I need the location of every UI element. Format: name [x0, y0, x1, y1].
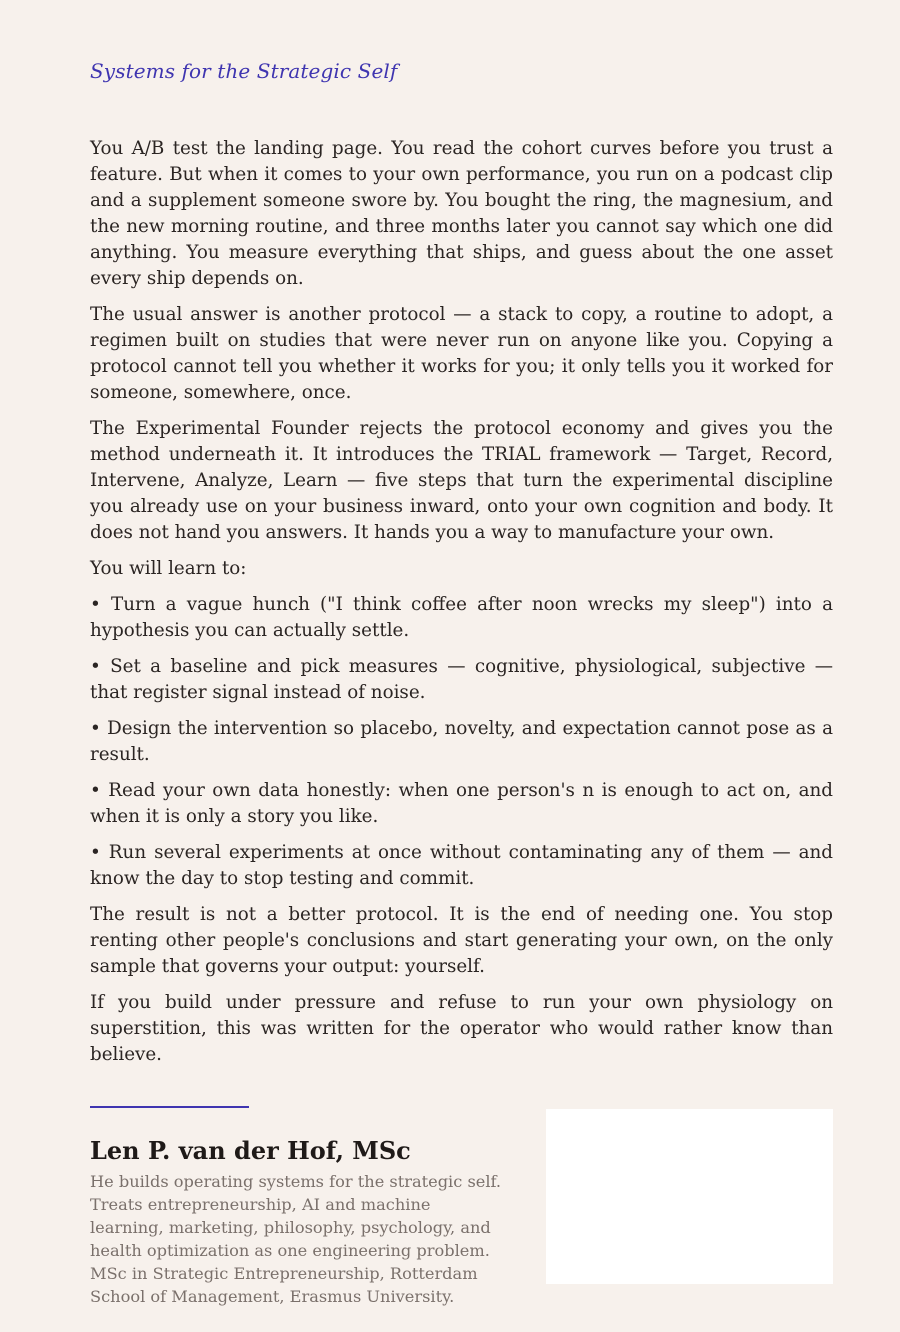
closing-paragraph: The result is not a better protocol. It is the end of needing one. You stop renting other people's conclusions and start generating your own, on the only sample that governs your output: yourself.	[90, 904, 833, 977]
bullet-text: Design the intervention so placebo, novelty, and expectation cannot pose as a result.	[90, 718, 833, 765]
bullet-item	[90, 716, 833, 768]
bullet-text: Turn a vague hunch ("I think coffee after noon wrecks my sleep") into a hypothesis you can actually settle.	[90, 594, 833, 641]
bullet-icon: •	[90, 718, 101, 739]
bullet-item	[90, 654, 833, 706]
bio-line: learning, marketing, philosophy, psychology, and	[90, 1218, 491, 1237]
bullet-icon: •	[90, 780, 101, 801]
learn-intro: You will learn to:	[90, 558, 247, 579]
bullet-icon: •	[90, 656, 101, 677]
accent-divider	[90, 1106, 249, 1108]
bullet-item	[90, 840, 833, 892]
blurb-paragraph: The usual answer is another protocol — a stack to copy, a routine to adopt, a regimen built on studies that were never run on anyone like you. Copying a protocol cannot tell you whether it works for you; it only tells you it worked for someone, somewhere, once.	[90, 304, 833, 403]
series-title: Systems for the Strategic Self	[90, 59, 398, 83]
bio-line: He builds operating systems for the strategic self.	[90, 1172, 502, 1191]
blurb-paragraph: The Experimental Founder rejects the protocol economy and gives you the method underneath it. It introduces the TRIAL framework — Target, Record, Intervene, Analyze, Learn — five steps that turn the experimental discipline you already use on your business inward, onto your own cognition and body. It does not hand you answers. It hands you a way to manufacture your own.	[90, 418, 833, 543]
closing-paragraph: If you build under pressure and refuse to run your own physiology on superstition, this was written for the operator who would rather know than believe.	[90, 992, 833, 1065]
bullet-item	[90, 778, 833, 830]
bio-line: MSc in Strategic Entrepreneurship, Rotterdam	[90, 1264, 478, 1283]
bullet-item	[90, 592, 833, 644]
bio-line: School of Management, Erasmus University.	[90, 1287, 455, 1306]
bio-line: health optimization as one engineering problem.	[90, 1241, 490, 1260]
bullet-text: Read your own data honestly: when one person's n is enough to act on, and when it is only a story you like.	[90, 780, 834, 827]
bio-line: Treats entrepreneurship, AI and machine	[90, 1195, 431, 1214]
bullet-icon: •	[90, 842, 101, 863]
author-bio	[90, 1170, 520, 1308]
author-name: Len P. van der Hof, MSc	[90, 1136, 411, 1165]
bullet-icon: •	[90, 594, 101, 615]
back-cover-blurb	[90, 136, 833, 1078]
blurb-paragraph: You A/B test the landing page. You read the cohort curves before you trust a feature. But when it comes to your own performance, you run on a podcast clip and a supplement someone swore by. You bought the ring, the magnesium, and the new morning routine, and three months later you cannot say which one did anything. You measure everything that ships, and guess about the one asset every ship depends on.	[90, 138, 833, 289]
bullet-text: Run several experiments at once without contaminating any of them — and know the day to stop testing and commit.	[90, 842, 834, 889]
bullet-text: Set a baseline and pick measures — cognitive, physiological, subjective — that register signal instead of noise.	[90, 656, 833, 703]
author-photo-placeholder	[546, 1109, 833, 1284]
